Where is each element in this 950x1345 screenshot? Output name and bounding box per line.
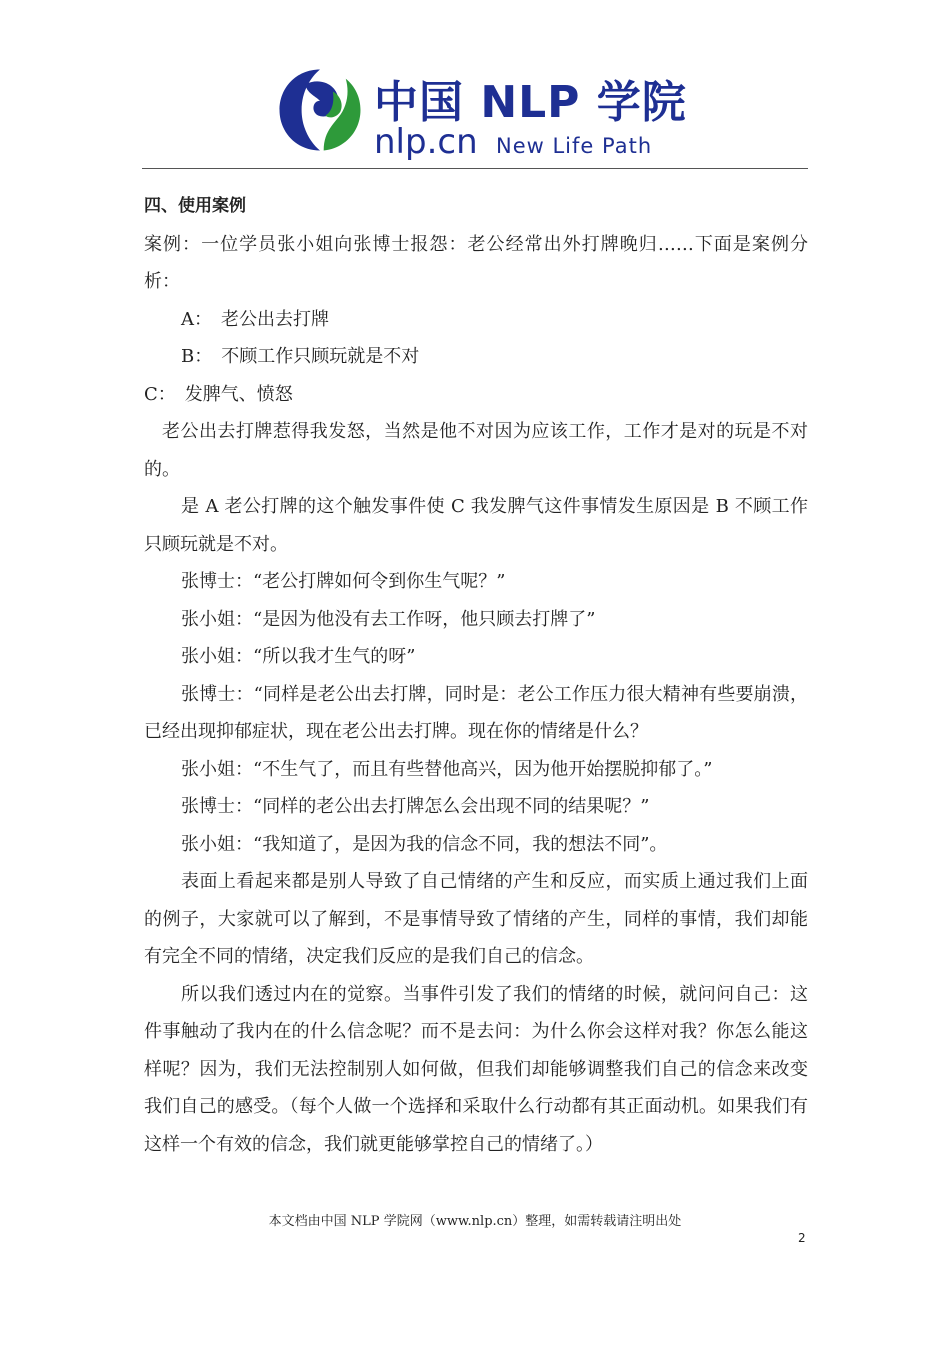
paragraph-1: 老公出去打牌惹得我发怒，当然是他不对因为应该工作，工作才是对的玩是不对的。 xyxy=(144,421,808,480)
logo-title: 中国 NLP 学院 xyxy=(374,77,687,128)
dialogue-line: 张小姐：“所以我才生气的呀” xyxy=(181,646,416,667)
item-c: C： 发脾气、愤怒 xyxy=(144,383,293,405)
header-divider xyxy=(142,168,808,169)
document-body xyxy=(144,188,808,1163)
item-b: B： 不顾工作只顾玩就是不对 xyxy=(181,346,420,367)
paragraph-2: 是 A 老公打牌的这个触发事件使 C 我发脾气这件事情发生原因是 B 不顾工作只顾玩就是不对。 xyxy=(144,496,808,555)
dialogue-line: 张博士：“同样的老公出去打牌怎么会出现不同的结果呢？” xyxy=(181,796,650,817)
paragraph-3: 表面上看起来都是别人导致了自己情绪的产生和反应，而实质上通过我们上面的例子，大家就可以了解到，不是事情导致了情绪的产生，同样的事情，我们却能有完全不同的情绪，决定我们反应的是我们自己的信念。 xyxy=(144,871,808,967)
nlp-logo-icon xyxy=(274,64,366,156)
dialogue-line: 张小姐：“不生气了，而且有些替他高兴，因为他开始摆脱抑郁了。” xyxy=(181,758,713,780)
dialogue-line: 张小姐：“是因为他没有去工作呀，他只顾去打牌了” xyxy=(181,608,596,630)
section-title: 四、使用案例 xyxy=(144,196,246,216)
page-number: 2 xyxy=(798,1231,806,1245)
case-intro: 案例：一位学员张小姐向张博士报怨：老公经常出外打牌晚归……下面是案例分析： xyxy=(144,233,808,292)
dialogue-line: 张博士：“同样是老公出去打牌，同时是：老公工作压力很大精神有些要崩溃，已经出现抑郁症状，现在老公出去打牌。现在你的情绪是什么？ xyxy=(144,683,808,742)
item-a: A： 老公出去打牌 xyxy=(181,308,329,330)
page-header xyxy=(0,62,950,167)
dialogue-line: 张博士：“老公打牌如何令到你生气呢？” xyxy=(181,571,506,592)
dialogue-line: 张小姐：“我知道了，是因为我的信念不同，我的想法不同”。 xyxy=(181,833,668,855)
logo-tagline: New Life Path xyxy=(496,134,653,158)
footer-note: 本文档由中国 NLP 学院网（www.nlp.cn）整理，如需转载请注明出处 xyxy=(268,1214,682,1229)
paragraph-4: 所以我们透过内在的觉察。当事件引发了我们的情绪的时候，就问问自己：这件事触动了我内在的什么信念呢？而不是去问：为什么你会这样对我？你怎么能这样呢？因为，我们无法控制别人如何做，但我们却能够调整我们自己的信念来改变我们自己的感受。（每个人做一个选择和采取什么行动都有其正面动机。如果我们有这样一个有效的信念，我们就更能够掌控自己的情绪了。） xyxy=(144,983,808,1155)
logo-domain: nlp.cn xyxy=(374,122,478,162)
